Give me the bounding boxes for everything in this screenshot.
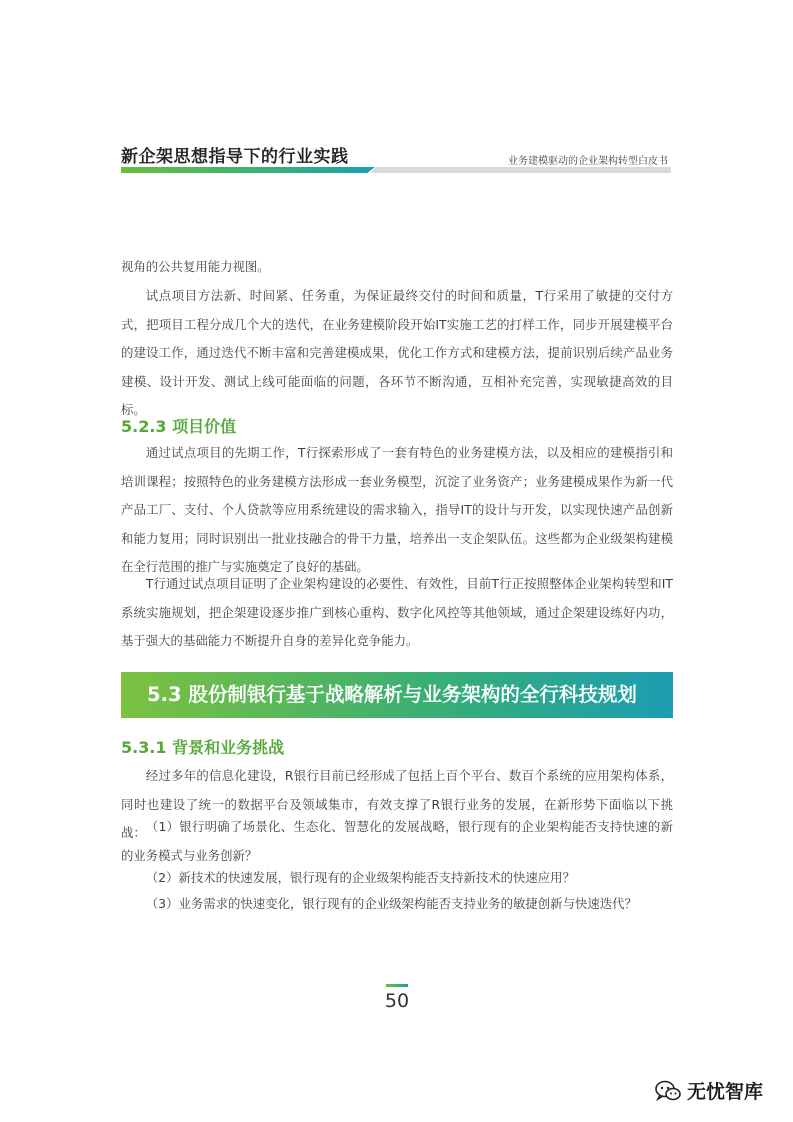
header-bar-gray [370, 167, 671, 173]
watermark [655, 1077, 763, 1104]
section-banner-5-3: 5.3 股份制银行基于战略解析与业务架构的全行科技规划 [121, 672, 673, 718]
header-subtitle: 业务建模驱动的企业架构转型白皮书 [508, 156, 668, 167]
wechat-icon [655, 1080, 681, 1102]
section-heading-5-2-3: 5.2.3 项目价值 [121, 417, 237, 436]
page-number-mark [386, 984, 408, 987]
header-title: 新企架思想指导下的行业实践 [121, 147, 349, 167]
list-item-challenge-1: （1）银行明确了场景化、生态化、智慧化的发展战略，银行现有的企业架构能否支持快速的新的业务模式与业务创新？ [121, 819, 673, 863]
paragraph-pilot-method: 试点项目方法新、时间紧、任务重，为保证最终交付的时间和质量，T行采用了敏捷的交付方式，把项目工程分成几个大的迭代，在业务建模阶段开始IT实施工艺的打样工作，同步开展建模平台的建设工作，通过迭代不断丰富和完善建模成果，优化工作方式和建模方法，提前识别后续产品业务建模、设计开发、测试上线可能面临的问题，各环节不断沟通，互相补充完善，实现敏捷高效的目标。 [121, 288, 673, 417]
watermark-text: 无忧智库 [687, 1081, 764, 1103]
page-number: 50 [384, 990, 410, 1012]
paragraph-project-value: 通过试点项目的先期工作，T行探索形成了一套有特色的业务建模方法，以及相应的建模指引和培训课程；按照特色的业务建模方法形成一套业务模型，沉淀了业务资产；业务建模成果作为新一代产品工厂、支付、个人贷款等应用系统建设的需求输入，指导IT的设计与开发，以实现快速产品创新和能力复用；同时识别出一批业技融合的骨干力量，培养出一支企架队伍。这些都为企业级架构建模在全行范围的推广与实施奠定了良好的基础。 [121, 445, 673, 574]
paragraph-continued: 视角的公共复用能力视图。 [121, 259, 270, 274]
paragraph-background: 经过多年的信息化建设，R银行目前已经形成了包括上百个平台、数百个系统的应用架构体系，同时也建设了统一的数据平台及领域集市，有效支撑了R银行业务的发展，在新形势下面临以下挑战： [121, 768, 673, 840]
paragraph-enterprise-architecture: T行通过试点项目证明了企业架构建设的必要性、有效性，目前T行正按照整体企业架构转型和IT系统实施规划，把企架建设逐步推广到核心重构、数字化风控等其他领域，通过企架建设练好内功，基于强大的基础能力不断提升自身的差异化竞争能力。 [121, 576, 673, 648]
header-bar-accent [121, 167, 375, 173]
list-item-challenge-3: （3）业务需求的快速变化，银行现有的企业级架构能否支持业务的敏捷创新与快速迭代？ [145, 896, 637, 911]
section-heading-5-3-1: 5.3.1 背景和业务挑战 [121, 738, 285, 757]
list-item-challenge-2: （2）新技术的快速发展，银行现有的企业级架构能否支持新技术的快速应用？ [145, 870, 575, 885]
